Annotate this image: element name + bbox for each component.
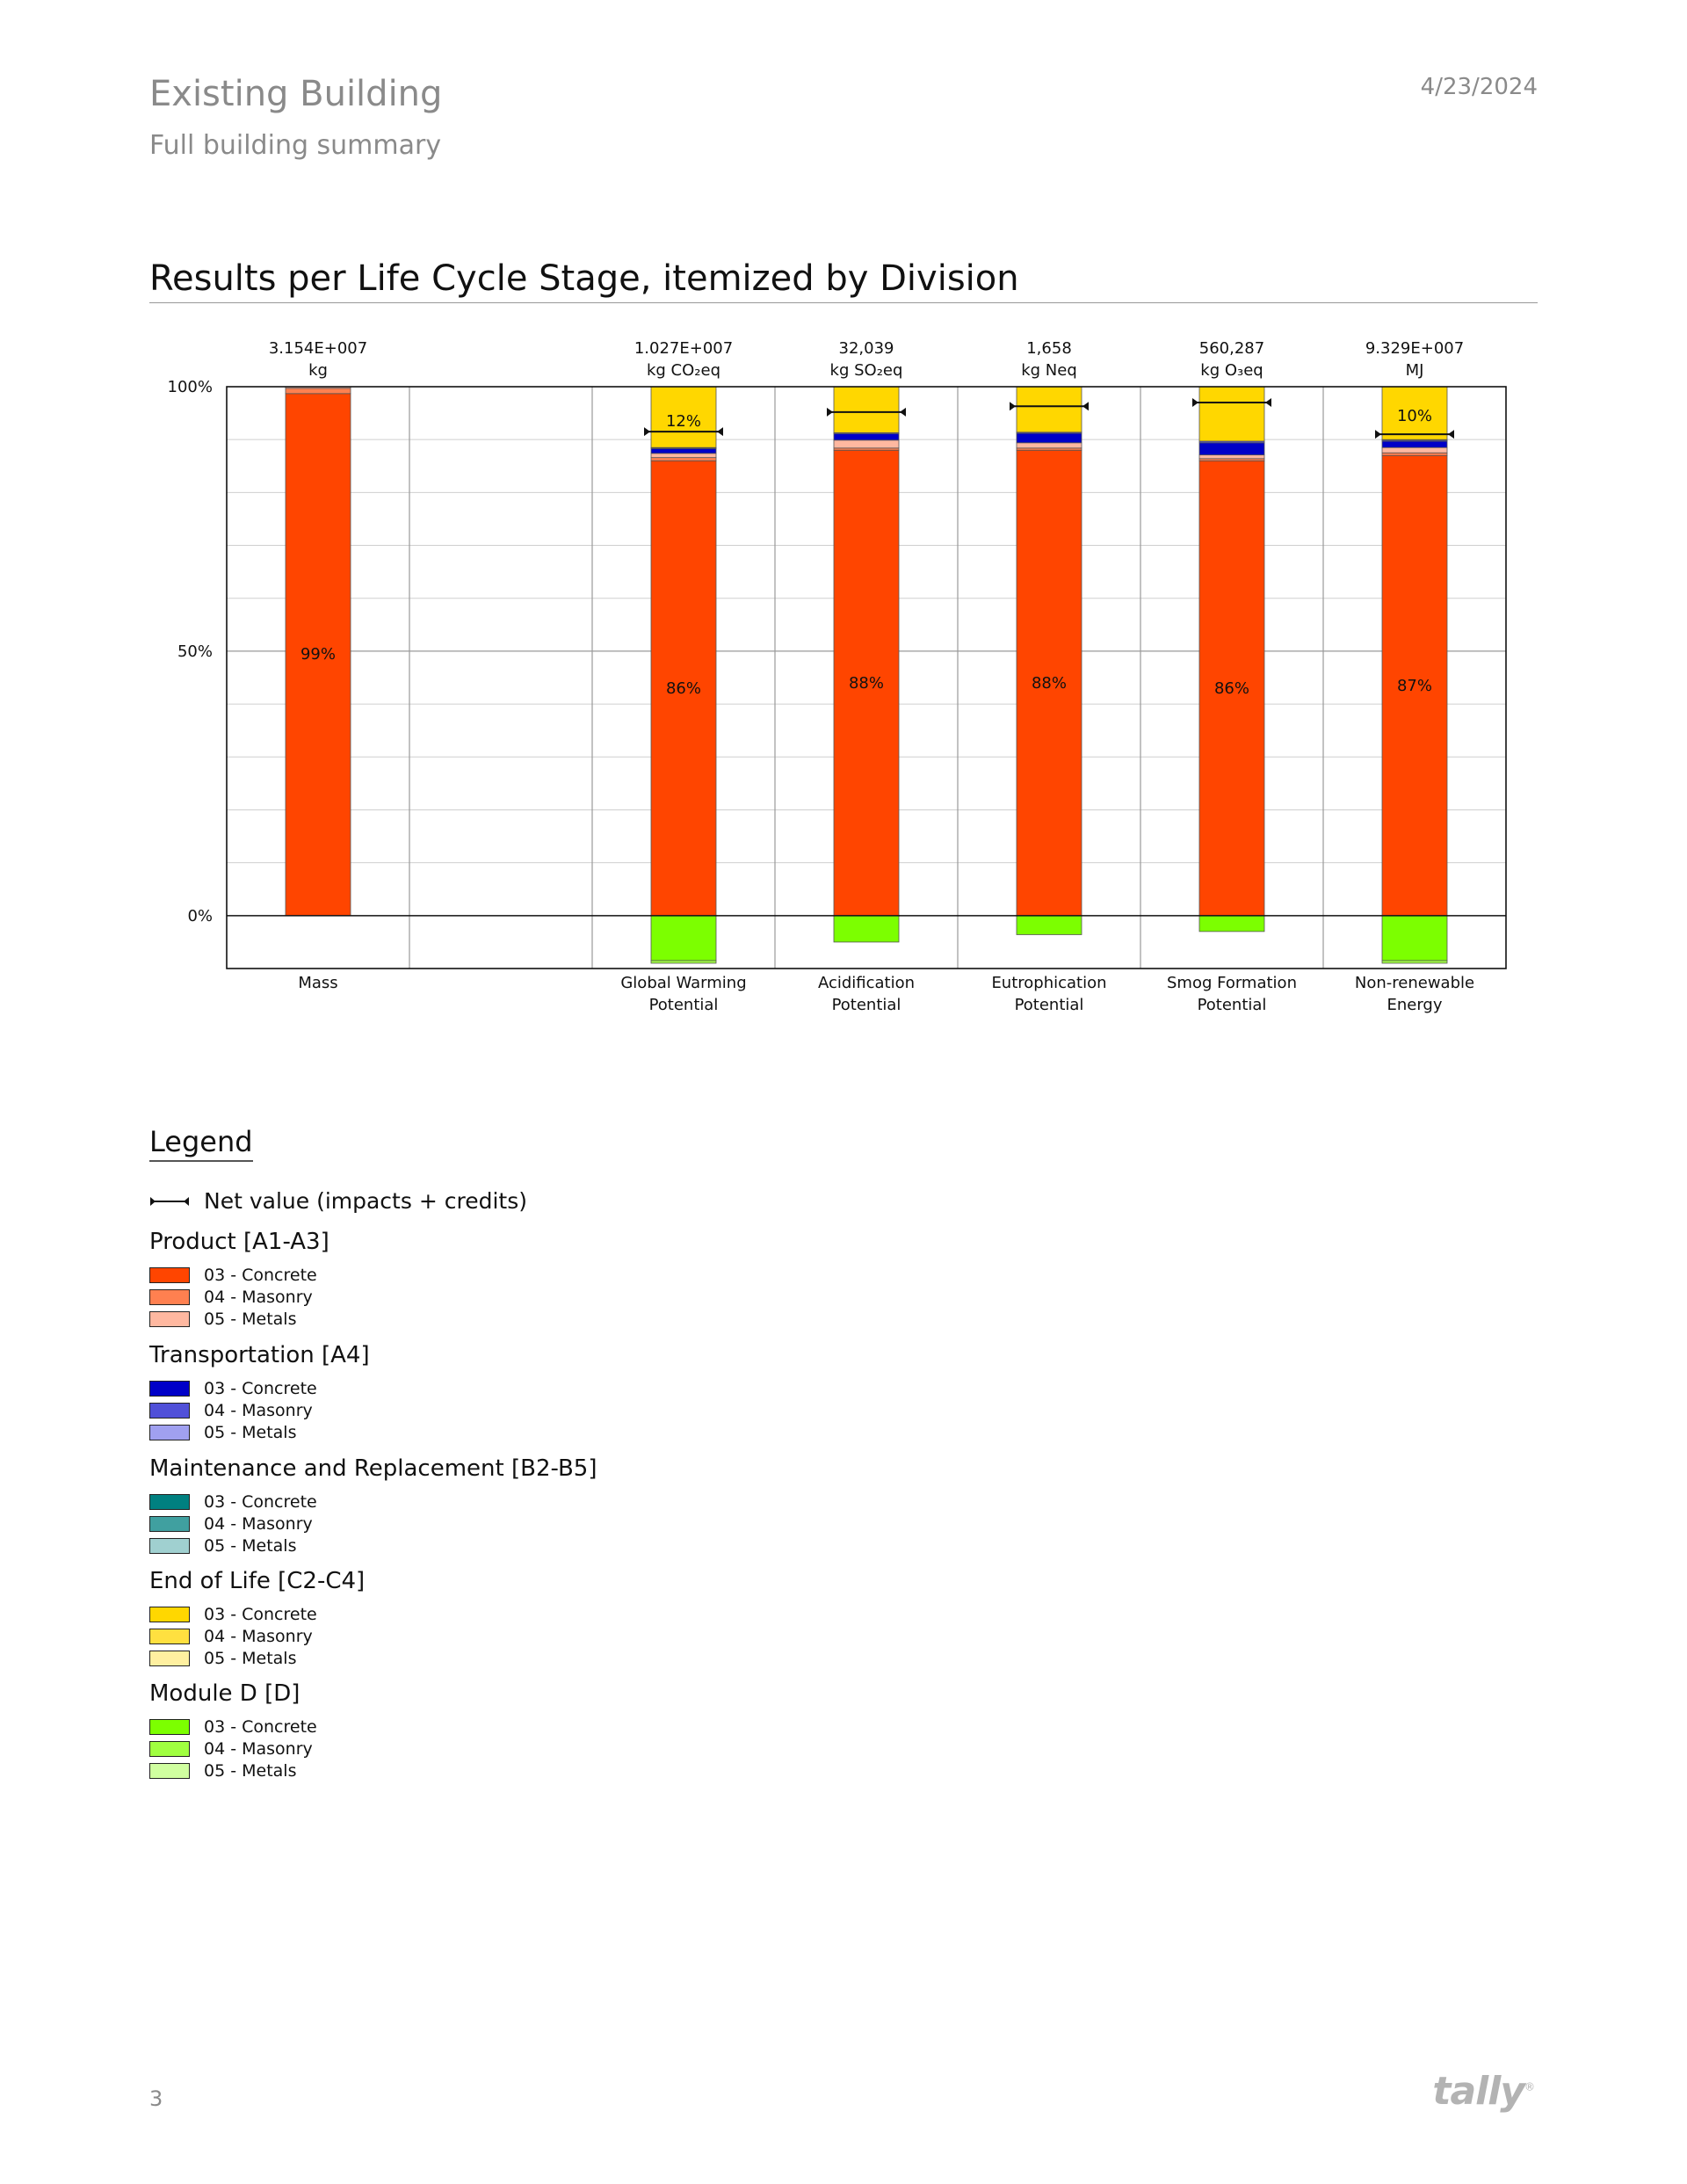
bar-percent-label: 99% xyxy=(300,644,337,664)
y-tick-label: 100% xyxy=(167,378,213,396)
legend-item-label: 03 - Concrete xyxy=(204,1716,317,1737)
legend-swatch xyxy=(149,1763,190,1779)
bar-percent-label: 88% xyxy=(848,674,885,693)
bar-segment-transport_concrete xyxy=(651,448,716,453)
tally-logo-mark: ® xyxy=(1524,2080,1534,2093)
legend-swatch xyxy=(149,1719,190,1735)
legend-swatch xyxy=(149,1494,190,1510)
legend-group-title: Module D [D] xyxy=(149,1680,300,1707)
bar-percent-label: 87% xyxy=(1396,677,1433,696)
legend-swatch xyxy=(149,1311,190,1327)
category-label: Potential xyxy=(648,996,719,1014)
page-subtitle: Full building summary xyxy=(149,130,442,161)
bar-segment-eol_concrete xyxy=(1199,387,1264,441)
bar-segment-product_metals xyxy=(1382,447,1447,453)
bar-segment-product_metals xyxy=(1017,443,1082,448)
tally-logo-text: tally xyxy=(1432,2069,1524,2114)
bar-segment-moduled_concrete xyxy=(1382,916,1447,961)
bar-percent-label: 88% xyxy=(1031,674,1068,693)
legend-item xyxy=(149,1286,329,1308)
legend-swatch xyxy=(149,1403,190,1419)
bar-segment-moduled_masonry xyxy=(651,961,716,963)
section-divider xyxy=(149,302,1538,303)
bar-segment-product_masonry xyxy=(286,388,351,394)
life-cycle-stage-chart xyxy=(0,325,1687,1046)
legend-swatch xyxy=(149,1607,190,1622)
legend-swatch xyxy=(149,1629,190,1644)
category-unit: kg Neq xyxy=(1021,361,1077,380)
bar-segment-product_masonry xyxy=(651,458,716,461)
category-label: Smog Formation xyxy=(1167,974,1297,992)
tally-logo xyxy=(1432,2069,1534,2114)
page-title: Existing Building xyxy=(149,74,443,114)
legend-item xyxy=(149,1308,329,1330)
legend-swatch xyxy=(149,1267,190,1283)
legend-item-label: 04 - Masonry xyxy=(204,1738,313,1759)
legend-swatch xyxy=(149,1425,190,1440)
legend-item-label: 04 - Masonry xyxy=(204,1287,313,1307)
legend-swatch xyxy=(149,1651,190,1666)
y-tick-label: 50% xyxy=(177,642,213,661)
net-value-marker-icon xyxy=(149,1194,190,1208)
legend-group xyxy=(149,1568,365,1669)
category-total: 1,658 xyxy=(1026,339,1072,358)
legend-item xyxy=(149,1625,365,1647)
net-value-label: Net value (impacts + credits) xyxy=(204,1188,527,1214)
legend-item-label: 04 - Masonry xyxy=(204,1626,313,1646)
legend-item-label: 03 - Concrete xyxy=(204,1604,317,1624)
bar-segment-moduled_concrete xyxy=(1199,916,1264,932)
legend-item-label: 03 - Concrete xyxy=(204,1491,317,1512)
category-unit: kg CO₂eq xyxy=(646,361,721,380)
category-label: Energy xyxy=(1387,996,1443,1014)
category-label: Potential xyxy=(831,996,901,1014)
legend-item xyxy=(149,1399,370,1421)
legend-item xyxy=(149,1716,317,1738)
bar-segment-moduled_concrete xyxy=(834,916,899,942)
legend-group xyxy=(149,1229,329,1330)
category-label: Mass xyxy=(298,974,338,992)
legend-swatch xyxy=(149,1538,190,1554)
legend-item-label: 03 - Concrete xyxy=(204,1378,317,1398)
category-total: 32,039 xyxy=(838,339,894,358)
category-label: Potential xyxy=(1197,996,1267,1014)
y-tick-label: 0% xyxy=(187,906,213,925)
legend-item xyxy=(149,1535,597,1556)
category-unit: kg xyxy=(308,361,328,380)
legend-swatch xyxy=(149,1381,190,1397)
legend-group-title: Maintenance and Replacement [B2-B5] xyxy=(149,1455,597,1482)
bar-segment-transport_concrete xyxy=(1199,443,1264,455)
legend-item xyxy=(149,1647,365,1669)
category-total: 1.027E+007 xyxy=(634,339,734,358)
legend-swatch xyxy=(149,1289,190,1305)
legend-item xyxy=(149,1603,365,1625)
legend-group xyxy=(149,1680,317,1781)
legend-item-label: 03 - Concrete xyxy=(204,1265,317,1285)
legend-item xyxy=(149,1513,597,1535)
legend-group xyxy=(149,1342,370,1443)
legend-group-title: Product [A1-A3] xyxy=(149,1229,329,1255)
bar-segment-transport_concrete xyxy=(834,434,899,440)
bar-segment-product_metals xyxy=(1199,455,1264,459)
legend-group-title: End of Life [C2-C4] xyxy=(149,1568,366,1594)
bar-segment-product_metals xyxy=(834,440,899,448)
category-total: 9.329E+007 xyxy=(1365,339,1465,358)
bar-segment-product_masonry xyxy=(1382,453,1447,455)
category-unit: kg O₃eq xyxy=(1200,361,1263,380)
legend-item-label: 05 - Metals xyxy=(204,1422,297,1442)
legend-title: Legend xyxy=(149,1125,253,1162)
bar-percent-label: 86% xyxy=(1213,679,1250,699)
legend-item-label: 05 - Metals xyxy=(204,1760,297,1781)
bar-segment-moduled_masonry xyxy=(1382,961,1447,963)
category-label: Global Warming xyxy=(620,974,747,992)
category-label: Acidification xyxy=(817,974,916,992)
bar-segment-transport_concrete xyxy=(1017,433,1082,443)
legend-item-label: 04 - Masonry xyxy=(204,1400,313,1420)
section-title: Results per Life Cycle Stage, itemized by Division xyxy=(149,258,1019,299)
bar-segment-product_metals xyxy=(651,453,716,458)
bar-segment-moduled_concrete xyxy=(651,916,716,961)
category-unit: kg SO₂eq xyxy=(829,361,903,380)
legend-item-label: 05 - Metals xyxy=(204,1535,297,1556)
bar-segment-moduled_concrete xyxy=(1017,916,1082,935)
category-total: 560,287 xyxy=(1198,339,1265,358)
legend-group-title: Transportation [A4] xyxy=(149,1342,370,1368)
bar-segment-eol_concrete xyxy=(1017,387,1082,432)
report-date: 4/23/2024 xyxy=(1420,74,1538,100)
legend-net-value xyxy=(149,1188,527,1214)
category-total: 3.154E+007 xyxy=(268,339,368,358)
legend-item-label: 05 - Metals xyxy=(204,1648,297,1668)
bar-segment-eol_concrete xyxy=(834,387,899,432)
page-number: 3 xyxy=(149,2086,163,2111)
bar-top-percent-label: 12% xyxy=(665,412,702,432)
legend-item-label: 04 - Masonry xyxy=(204,1513,313,1534)
legend-group xyxy=(149,1455,597,1556)
category-unit: MJ xyxy=(1405,361,1424,380)
legend-item-label: 05 - Metals xyxy=(204,1309,297,1329)
legend-item xyxy=(149,1760,317,1781)
bar-top-percent-label: 10% xyxy=(1396,407,1433,426)
category-label: Non-renewable xyxy=(1354,974,1475,992)
legend-item xyxy=(149,1738,317,1760)
bar-segment-transport_concrete xyxy=(1382,441,1447,447)
legend-item xyxy=(149,1377,370,1399)
legend-swatch xyxy=(149,1741,190,1757)
legend-item xyxy=(149,1421,370,1443)
legend-swatch xyxy=(149,1516,190,1532)
category-label: Eutrophication xyxy=(991,974,1107,992)
legend-item xyxy=(149,1264,329,1286)
category-label: Potential xyxy=(1014,996,1084,1014)
legend-item xyxy=(149,1491,597,1513)
bar-percent-label: 86% xyxy=(665,679,702,699)
